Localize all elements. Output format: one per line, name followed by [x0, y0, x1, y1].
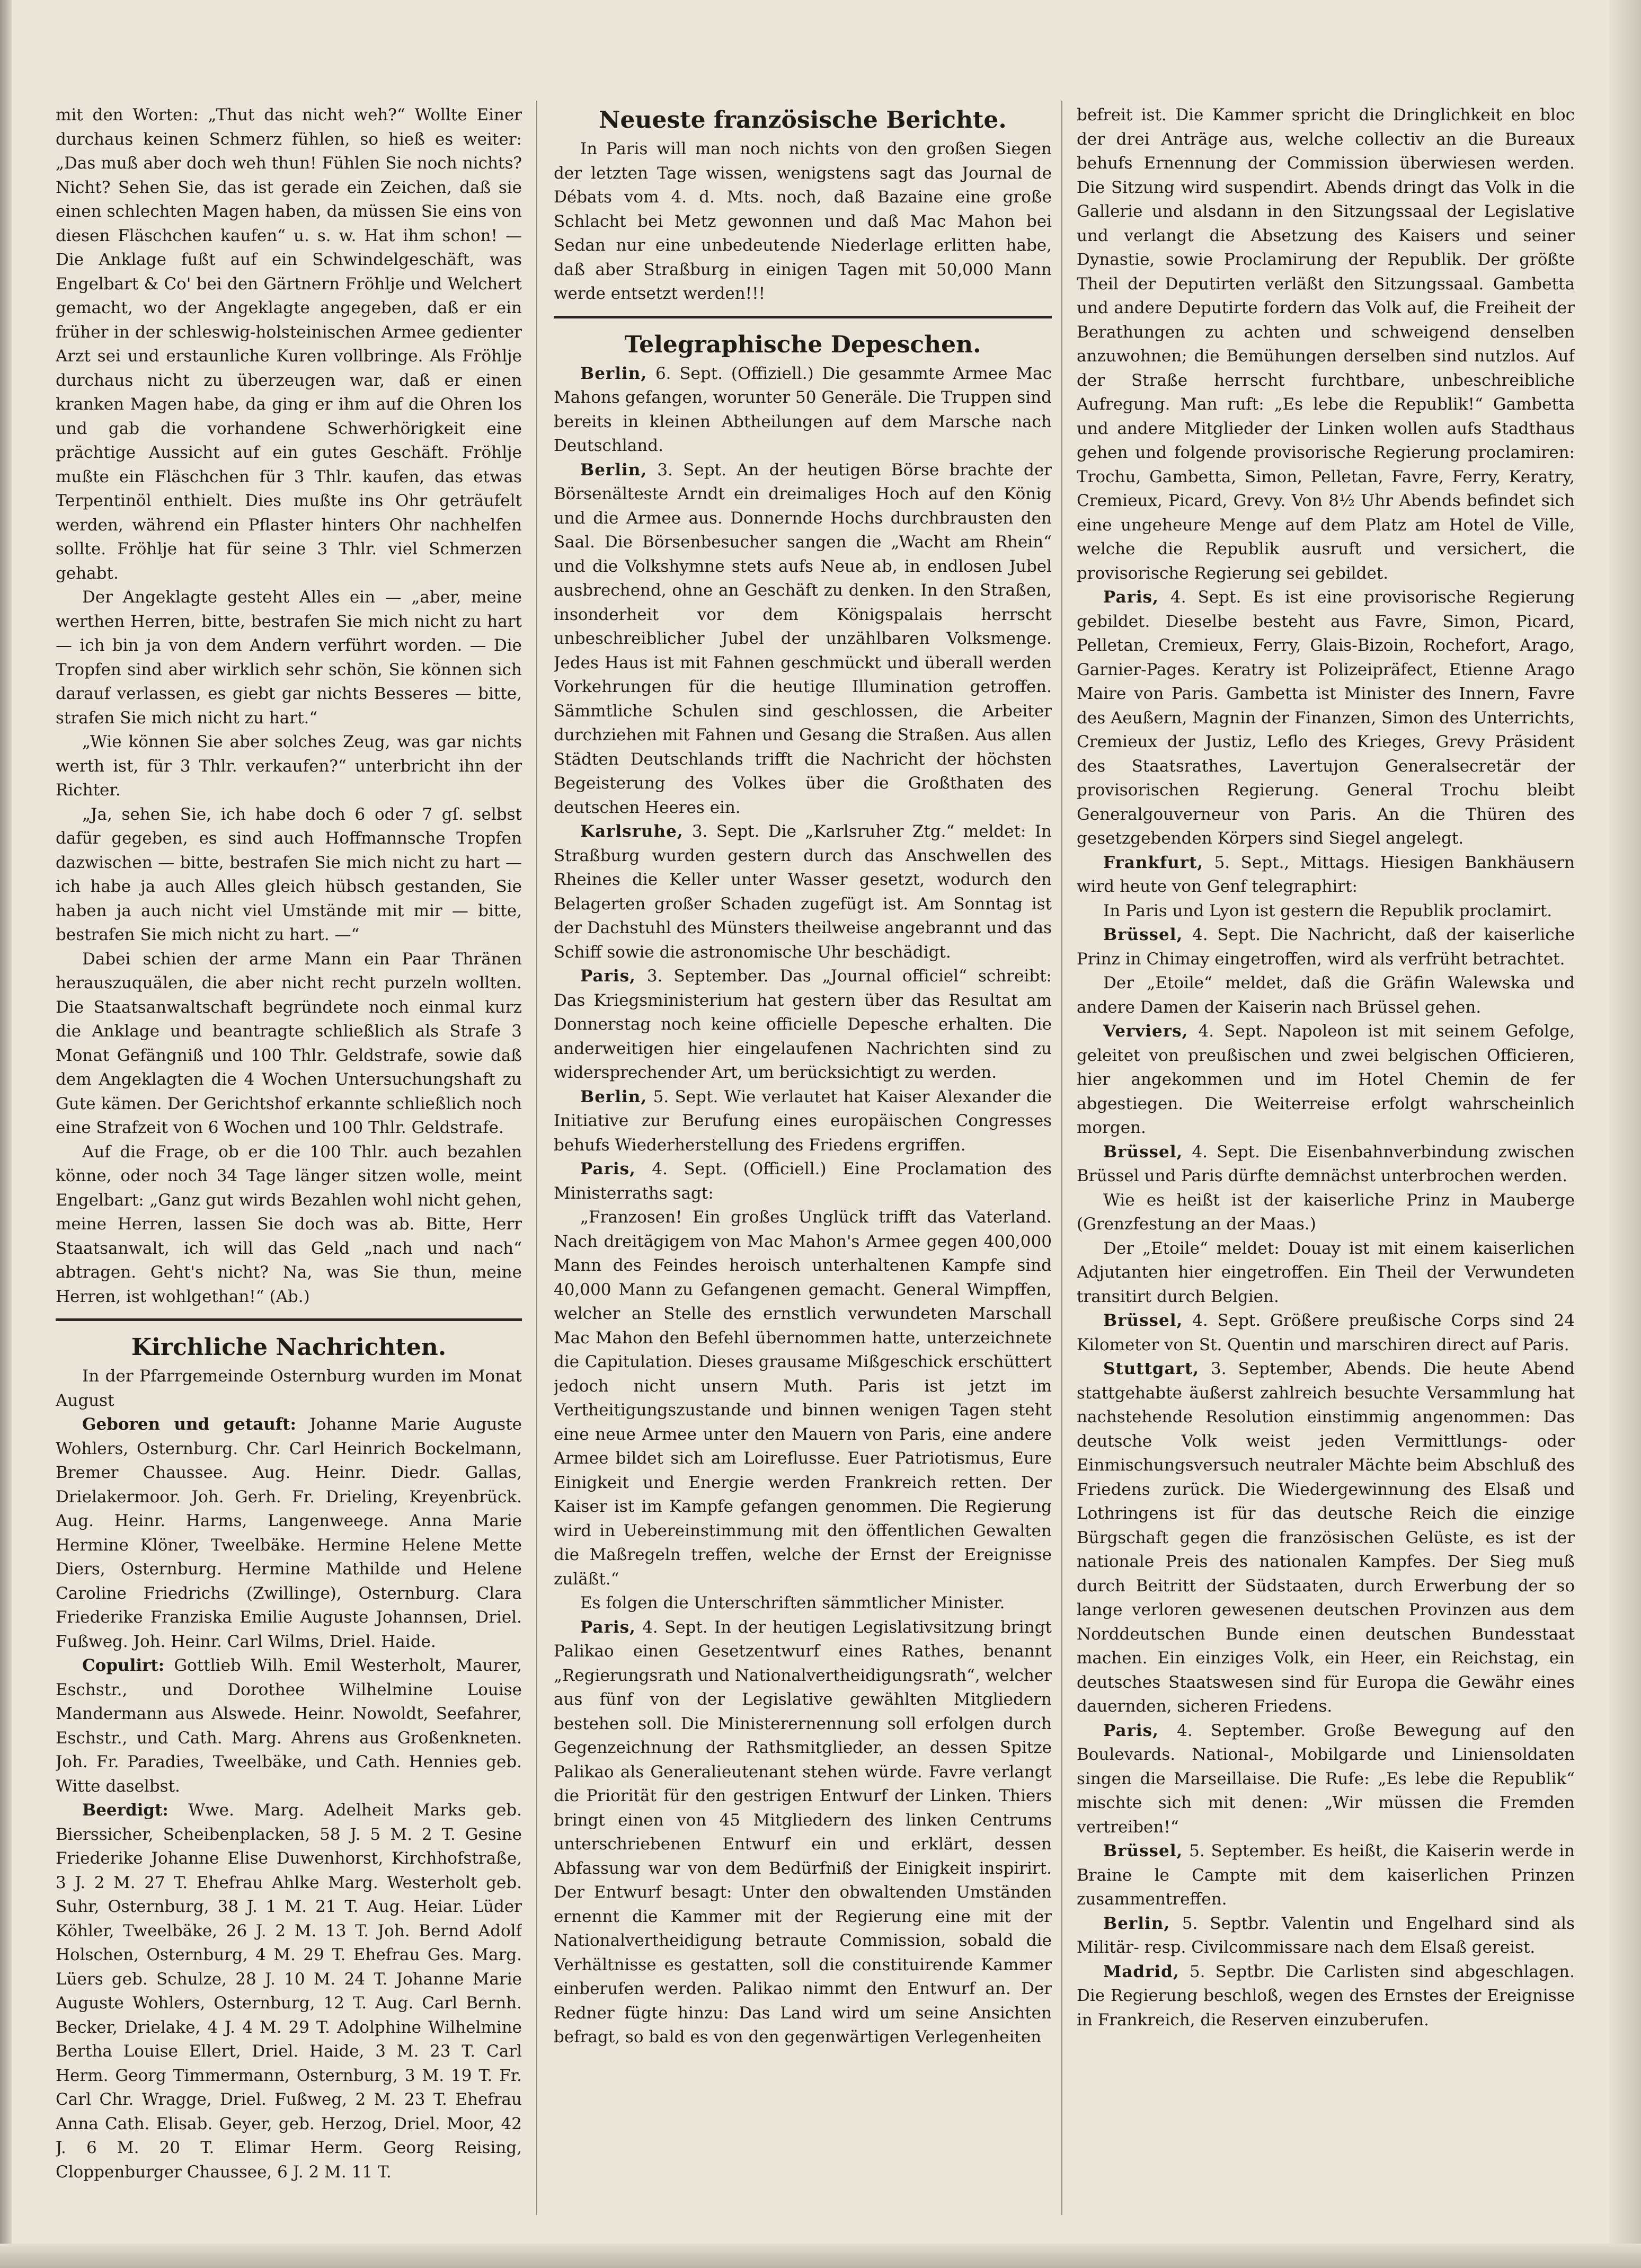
dispatch-paragraph — [554, 362, 1052, 458]
dispatch-paragraph — [1077, 1839, 1575, 1912]
dispatch-paragraph — [1077, 971, 1575, 1020]
dispatch-text: 4. Sept. Die Eisenbahnverbindung zwischen Brüssel und Paris dürfte demnächst unterbrochen werden. — [1077, 1142, 1575, 1185]
dispatch-paragraph — [1077, 1960, 1575, 2033]
telegraph-heading: Telegraphische Depeschen. — [624, 331, 981, 358]
trial-paragraph: „Ja, sehen Sie, ich habe doch 6 oder 7 gſ. selbst dafür gegeben, es sind auch Hoffmannsche Tropfen dazwischen — bitte, bestrafen Sie mich nicht zu hart — ich habe ja auch Alles gleich hübsch gestanden, Sie haben ja auch nicht viel Umstände mit mir — bitte, bestrafen Sie mich nicht zu hart. —“ — [56, 804, 522, 944]
dispatch-paragraph — [554, 458, 1052, 820]
dispatch-paragraph — [1077, 1719, 1575, 1840]
page-edge-bottom — [0, 2244, 1641, 2268]
column-right — [1077, 103, 1575, 2210]
births-text: Johanne Marie Auguste Wohlers, Osternburg. Chr. Carl Heinrich Bockelmann, Bremer Chaussee. Aug. Heinr. Diedr. Gallas, Drielakermoor. Joh. Gerh. Fr. Drieling, Kreyenbrück. Aug. Heinr. Harms, Langenweege. Anna Marie Hermine Klöner, Tweelbäke. Hermine Helene Mette Diers, Osternburg. Hermine Mathilde und Helene Caroline Friedrichs (Zwillinge), Osternburg. Clara Friederike Franziska Emilie Auguste Johannsen, Driel. Fußweg. Joh. Heinr. Carl Wilms, Driel. Haide. — [56, 1415, 522, 1651]
telegraph-dispatches — [554, 362, 1052, 2050]
church-news-heading: Kirchliche Nachrichten. — [131, 1334, 447, 1361]
dispatch-text: 4. September. Große Bewegung auf den Boulevards. National-, Mobilgarde und Liniensoldaten singen die Marseillaise. Die Rufe: „Es lebe die Republik“ mischte sich mit denen: „Wir müssen die Fremden vertreiben!“ — [1077, 1721, 1575, 1837]
dispatch-text: 6. Sept. (Offiziell.) Die gesammte Armee Mac Mahons gefangen, worunter 50 Generäle. Die Truppen sind bereits in kleinen Abtheilungen auf dem Marsche nach Deutschland. — [554, 364, 1052, 455]
dispatch-paragraph — [554, 1085, 1052, 1158]
section-divider — [56, 1318, 522, 1321]
dispatch-paragraph — [1077, 1140, 1575, 1189]
dispatch-place: Berlin, — [580, 364, 647, 383]
dispatch-paragraph — [1077, 899, 1575, 924]
dispatch-text: 5. September. Es heißt, die Kaiserin werde in Braine le Campte mit dem kaiserlichen Prinzen zusammentreffen. — [1077, 1841, 1575, 1909]
dispatch-place: Madrid, — [1103, 1962, 1179, 1981]
dispatch-text: 5. Sept. Wie verlautet hat Kaiser Alexander die Initiative zur Berufung eines europäischen Congresses behufs Wiederherstellung des Friedens ergriffen. — [554, 1087, 1052, 1155]
dispatch-place: Stuttgart, — [1103, 1359, 1200, 1378]
trial-paragraph: „Wie können Sie aber solches Zeug, was gar nichts werth ist, für 3 Thlr. verkaufen?“ unterbricht ihn der Richter. — [56, 732, 522, 800]
dispatch-text: Der „Etoile“ meldet, daß die Gräfin Walewska und andere Damen der Kaiserin nach Brüssel gehen. — [1077, 973, 1575, 1017]
dispatch-place: Brüssel, — [1103, 925, 1183, 944]
dispatch-text: 4. Sept. In der heutigen Legislativsitzung bringt Palikao einen Gesetzentwurf eines Rathes, benannt „Regierungsrath und Nationalvertheidigungsrath“, welcher aus fünf von der Legislative gewählten Mitgliedern bestehen soll. Die Ministerernennung soll erfolgen durch Gegenzeichnung der Rathsmitglieder, an dessen Spitze Palikao als Generalieutenant stehen würde. Favre verlangt die Priorität für den gestrigen Entwurf der Linken. Thiers bringt einen von 45 Mitgliedern des linken Centrums unterschriebenen Entwurf ein und erklärt, dessen Abfassung war von dem Bedürfniß der Einigkeit inspirirt. Der Entwurf besagt: Unter den obwaltenden Umständen ernennt die Kammer mit der Regierung eine mit der Nationalvertheidigung betraute Commission, sobald die Verhältnisse es gestatten, soll die constituirende Kammer einberufen werden. Palikao nimmt den Entwurf an. Der Redner fügte hinzu: Das Land wird um seine Ansichten befragt, so bald es von den gegenwärtigen Verlegenheiten — [554, 1617, 1052, 2046]
burials-entry — [56, 1799, 522, 2184]
dispatch-paragraph — [554, 1616, 1052, 2050]
births-entry — [56, 1413, 522, 1654]
dispatch-text: 3. Sept. Die „Karlsruher Ztg.“ meldet: In Straßburg wurden gestern durch das Anschwellen des Rheines die Keller unter Wasser gesetzt, wodurch den Belagerten großer Schaden zugefügt ist. Am Sonntag ist der Dachstuhl des Münsters theilweise angebrannt und das Schiff sowie die astronomische Uhr beschädigt. — [554, 822, 1052, 962]
dispatch-place: Karlsruhe, — [580, 822, 684, 841]
trial-paragraph: Dabei schien der arme Mann ein Paar Thränen herauszuquälen, die aber nicht recht purzeln wollten. Die Staatsanwaltschaft begründete noch einmal kurz die Anklage und beantragte schließlich als Strafe 3 Monat Gefängniß und 100 Thlr. Geldstrafe, sowie daß dem Angeklagten die 4 Wochen Untersuchungshaft zu Gute kämen. Der Gerichtshof erkannte schließlich noch eine Strafzeit von 6 Wochen und 100 Thlr. Geldstrafe. — [56, 949, 522, 1137]
dispatch-text: „Franzosen! Ein großes Unglück trifft das Vaterland. Nach dreitägigem von Mac Mahon's Armee gegen 400,000 Mann des Feindes heroisch unterhaltenen Kampfe sind 40,000 Mann zu Gefangenen gemacht. General Wimpffen, welcher an Stelle des ernstlich verwundeten Marschall Mac Mahon den Befehl übernommen hatte, unterzeichnete die Capitulation. Dieses grausame Mißgeschick erschüttert jedoch nicht unsern Muth. Paris ist jetzt im Vertheitigungszustande und binnen wenigen Tagen steht eine neue Armee unter den Mauern von Paris, eine andere Armee bildet sich am Loireflusse. Euer Patriotismus, Eure Einigkeit und Energie werden Frankreich retten. Der Kaiser ist im Kampfe gefangen genommen. Die Regierung wird in Uebereinstimmung mit den öffentlichen Gewalten die Maßregeln treffen, welche der Ernst der Ereignisse zuläßt.“ — [554, 1208, 1052, 1589]
dispatch-paragraph — [1077, 1357, 1575, 1719]
trial-paragraph: Auf die Frage, ob er die 100 Thlr. auch bezahlen könne, oder noch 34 Tage länger sitzen wolle, meint Engelbart: „Ganz gut wirds Bezahlen wohl nicht gehen, meine Herren, lassen Sie doch was ab. Bitte, Herr Staatsanwalt, ich will das Geld „nach und nach“ abtragen. Geht's nicht? Na, was Sie thun, meine Herren, ist wohlgethan!“ (Ab.) — [56, 1142, 522, 1306]
trial-paragraph: Der Angeklagte gesteht Alles ein — „aber, meine werthen Herren, bitte, bestrafen Sie mich nicht zu hart — ich bin ja von dem Andern verführt worden. — Die Tropfen sind aber wirklich sehr schön, Sie können sich darauf verlassen, es giebt gar nichts Besseres — bitte, strafen Sie mich nicht zu hart.“ — [56, 588, 522, 728]
dispatch-place: Brüssel, — [1103, 1142, 1183, 1162]
dispatch-paragraph — [554, 820, 1052, 964]
marriages-label: Copulirt: — [82, 1656, 165, 1675]
section-divider — [554, 316, 1052, 318]
column-middle — [554, 103, 1052, 2210]
column-left — [56, 103, 522, 2210]
dispatch-place: Verviers, — [1103, 1022, 1188, 1041]
page-edge-right — [1609, 0, 1641, 2268]
column-rule-right — [1061, 101, 1062, 2215]
dispatch-place: Frankfurt, — [1103, 853, 1204, 872]
trial-paragraph: mit den Worten: „Thut das nicht weh?“ Wollte Einer durchaus keinen Schmerz fühlen, so hieß es weiter: „Das muß aber doch weh thun! Fühlen Sie noch nichts? Nicht? Sehen Sie, das ist gerade ein Zeichen, daß sie einen schlechten Magen haben, da müssen Sie eins von diesen Fläschchen kaufen“ u. s. w. Hat ihm schon! — Die Anklage fußt auf ein Schwindelgeschäft, was Engelbart & Co' bei den Gärtnern Fröhlje und Welchert gemacht, wo der Angeklagte angegeben, daß er ein früher in der schleswig-holsteinischen Armee gedienter Arzt sei und erstaunliche Kuren vollbringe. Als Fröhlje durchaus nicht zu überzeugen war, daß er einen kranken Magen habe, da ging er ihm auf die Ohren los und gab die vorhandene Schwerhörigkeit eine prächtige Aussicht auf ein gutes Geschäft. Fröhlje mußte ein Fläschchen für 3 Thlr. kaufen, das etwas Terpentinöl enthielt. Dies mußte ins Ohr geträufelt werden, während ein Pflaster hinters Ohr nachhelfen sollte. Fröhlje hat für seine 3 Thlr. viel Schmerzen gehabt. — [56, 105, 522, 583]
dispatch-text: Es folgen die Unterschriften sämmtlicher Minister. — [580, 1593, 1005, 1613]
dispatch-paragraph — [1077, 851, 1575, 899]
dispatch-place: Paris, — [580, 1159, 636, 1179]
burials-label: Beerdigt: — [82, 1801, 168, 1820]
dispatch-place: Paris, — [1103, 588, 1159, 607]
dispatch-text: 3. Sept. An der heutigen Börse brachte der Börsenälteste Arndt ein dreimaliges Hoch auf den König und die Armee aus. Donnernde Hochs durchbrausten den Saal. Die Börsenbesucher sangen die „Wacht am Rhein“ und die Volkshymne stets aufs Neue ab, in endlosen Jubel ausbrechend, ohne an Geschäft zu denken. In den Straßen, insonderheit vor dem Königspalais herrscht unbeschreiblicher Jubel der unzählbaren Volksmenge. Jedes Haus ist mit Fahnen geschmückt und überall werden Vorkehrungen für die heutige Illumination getroffen. Sämmtliche Schulen sind geschlossen, die Arbeiter durchziehen mit Fahnen und Gesang die Straßen. Aus allen Städten Deutschlands trifft die Nachricht der höchsten Begeisterung des Volkes über die Großthaten des deutschen Heeres ein. — [554, 460, 1052, 817]
marriages-text: Gottlieb Wilh. Emil Westerholt, Maurer, Eschstr., und Dorothee Wilhelmine Louise Mandermann aus Alswede. Heinr. Nowoldt, Seefahrer, Eschstr., und Cath. Marg. Ahrens aus Großenkneten. Joh. Fr. Paradies, Tweelbäke, und Cath. Hennies geb. Witte daselbst. — [56, 1656, 522, 1796]
dispatch-text: 4. Sept. Napoleon ist mit seinem Gefolge, geleitet von preußischen und zwei belgischen Officieren, hier angekommen und im Hotel Chemin de fer abgestiegen. Die Weiterreise erfolgt wahrscheinlich morgen. — [1077, 1022, 1575, 1137]
dispatch-text: 5. Septbr. Die Carlisten sind abgeschlagen. Die Regierung beschloß, wegen des Ernstes der Ereignisse in Frankreich, die Reserven einzuberufen. — [1077, 1962, 1575, 2030]
dispatch-place: Berlin, — [1103, 1913, 1170, 1933]
dispatch-place: Berlin, — [580, 460, 647, 480]
dispatch-place: Berlin, — [580, 1087, 647, 1106]
dispatch-place: Paris, — [580, 1617, 636, 1637]
page-binding-shadow — [0, 0, 12, 2268]
trial-report — [56, 103, 522, 1309]
dispatch-text: Wie es heißt ist der kaiserliche Prinz in Mauberge (Grenzfestung an der Maas.) — [1077, 1190, 1575, 1234]
french-reports-text: In Paris will man noch nichts von den großen Siegen der letzten Tage wissen, wenigstens sagt das Journal de Débats vom 4. d. Mts. noch, daß Bazaine eine große Schlacht bei Metz gewonnen und daß Mac Mahon bei Sedan nur eine unbedeutende Niederlage erlitten habe, daß aber Straßburg in einigen Tagen mit 50,000 Mann werde entsetzt werden!!! — [554, 139, 1052, 303]
column-rule-left — [536, 101, 537, 2215]
dispatch-text: 3. September, Abends. Die heute Abend stattgehabte äußerst zahlreich besuchte Versammlung hat nachstehende Resolution einstimmig angenommen: Das deutsche Volk weist jeden Vermittlungs- oder Einmischungsversuch neutraler Mächte beim Abschluß des Friedens zurück. Die Wiedergewinnung des Elsaß und Lothringens ist für das deutsche Reich die einzige Bürgschaft gegen die französischen Gelüste, es ist der nationale Preis des nationalen Kampfes. Der Sieg muß durch Beitritt der Südstaaten, durch Erwerbung der so lange verloren gewesenen deutschen Provinzen aus dem Norddeutschen Bunde einen deutschen Bundesstaat machen. Ein einziges Volk, ein Heer, ein Reichstag, ein deutsches Staatswesen sind für Europa die Gewähr eines dauernden, sicheren Friedens. — [1077, 1359, 1575, 1716]
dispatch-paragraph — [1077, 1020, 1575, 1140]
church-intro: In der Pfarrgemeinde Osternburg wurden im Monat August — [56, 1367, 522, 1410]
dispatch-text: 5. Sept., Mittags. Hiesigen Bankhäusern wird heute von Genf telegraphirt: — [1077, 853, 1575, 896]
dispatch-text: 4. Sept. Größere preußische Corps sind 24 Kilometer von St. Quentin und marschiren direct auf Paris. — [1077, 1311, 1575, 1354]
telegraph-dispatches-continued — [1077, 103, 1575, 2032]
dispatch-paragraph — [1077, 1237, 1575, 1309]
burials-text: Wwe. Marg. Adelheit Marks geb. Bierssicher, Scheibenplacken, 58 J. 5 M. 2 T. Gesine Friederike Johanne Elise Duwenhorst, Kirchhofstraße, 3 J. 2 M. 27 T. Ehefrau Ahlke Marg. Westerholt geb. Suhr, Osternburg, 38 J. 1 M. 21 T. Aug. Heiar. Lüder Köhler, Tweelbäke, 26 J. 2 M. 13 T. Joh. Bernd Adolf Holschen, Osternburg, 4 M. 29 T. Ehefrau Ges. Marg. Lüers geb. Schulze, 28 J. 10 M. 24 T. Johanne Marie Auguste Wohlers, Osternburg, 12 T. Aug. Carl Bernh. Becker, Drielake, 4 J. 4 M. 29 T. Adolphine Wilhelmine Bertha Louise Ellert, Driel. Haide, 3 M. 23 T. Carl Herm. Georg Timmermann, Osternburg, 3 M. 19 T. Fr. Carl Chr. Wragge, Driel. Fußweg, 2 M. 23 T. Ehefrau Anna Cath. Elisab. Geyer, geb. Herzog, Driel. Moor, 42 J. 6 M. 20 T. Elimar Herm. Georg Reising, Cloppenburger Chaussee, 6 J. 2 M. 11 T. — [56, 1801, 522, 2182]
dispatch-place: Paris, — [1103, 1721, 1159, 1740]
dispatch-paragraph — [1077, 1189, 1575, 1237]
dispatch-text: befreit ist. Die Kammer spricht die Dringlichkeit en bloc der drei Anträge aus, welche collectiv an die Bureaux behufs Ernennung der Commission überwiesen werden. Die Sitzung wird suspendirt. Abends dringt das Volk in die Gallerie und alsdann in den Sitzungssaal der Legislative und verlangt die Absetzung des Kaisers und seiner Dynastie, sowie Proclamirung der Republik. Der größte Theil der Deputirten verläßt den Sitzungssaal. Gambetta und andere Deputirte fordern das Volk auf, die Freiheit der Berathungen zu achten und schweigend denselben anzuwohnen; die Bemühungen derselben sind nutzlos. Auf der Straße herrscht furchtbare, unbeschreibliche Aufregung. Man ruft: „Es lebe die Republik!“ Gambetta und andere Mitglieder der Linken wollen aufs Stadthaus gehen und folgende provisorische Regierung proclamiren: Trochu, Gambetta, Simon, Pelletan, Favre, Ferry, Keratry, Cremieux, Picard, Grevy. Von 8½ Uhr Abends befindet sich eine ungeheure Menge auf dem Platz am Hotel de Ville, welche die Republik ausruft und versichert, die provisorische Regierung sei gebildet. — [1077, 105, 1575, 583]
dispatch-place: Paris, — [580, 967, 636, 986]
dispatch-place: Brüssel, — [1103, 1311, 1183, 1330]
dispatch-paragraph — [1077, 923, 1575, 971]
dispatch-text: 4. Sept. Die Nachricht, daß der kaiserliche Prinz in Chimay eingetroffen, wird als verfrüht betrachtet. — [1077, 925, 1575, 969]
dispatch-paragraph — [1077, 103, 1575, 586]
dispatch-paragraph — [554, 1157, 1052, 1206]
births-label: Geboren und getauft: — [82, 1415, 296, 1434]
dispatch-text: In Paris und Lyon ist gestern die Republik proclamirt. — [1103, 901, 1553, 920]
dispatch-paragraph — [1077, 586, 1575, 851]
marriages-entry — [56, 1654, 522, 1799]
dispatch-text: 3. September. Das „Journal officiel“ schreibt: Das Kriegsministerium hat gestern über das Resultat am Donnerstag noch keine officielle Depesche erhalten. Die anderweitigen hier eingelaufenen Nachrichten sind zu widersprechender Art, um berücksichtigt zu werden. — [554, 967, 1052, 1082]
dispatch-text: 4. Sept. (Officiell.) Eine Proclamation des Ministerraths sagt: — [554, 1159, 1052, 1203]
dispatch-paragraph — [1077, 1912, 1575, 1960]
dispatch-paragraph — [554, 1591, 1052, 1616]
french-reports-heading: Neueste französische Berichte. — [599, 107, 1007, 134]
dispatch-text: 5. Septbr. Valentin und Engelhard sind als Militär- resp. Civilcommissare nach dem Elsaß gereist. — [1077, 1913, 1575, 1957]
dispatch-place: Brüssel, — [1103, 1841, 1183, 1861]
dispatch-text: 4. Sept. Es ist eine provisorische Regierung gebildet. Dieselbe besteht aus Favre, Simon, Picard, Pelletan, Cremieux, Ferry, Glais-Bizoin, Rochefort, Arago, Garnier-Pages. Keratry ist Polizeipräfect, Etienne Arago Maire von Paris. Gambetta ist Minister des Innern, Favre des Aeußern, Magnin der Finanzen, Simon des Unterrichts, Cremieux der Justiz, Leflo des Krieges, Grevy Präsident des Staatsrathes, Lavertujon Generalsecretär der provisorischen Regierung. General Trochu bleibt Generalgouverneur von Paris. An die Thüren des gesetzgebenden Körpers sind Siegel angelegt. — [1077, 588, 1575, 848]
dispatch-paragraph — [1077, 1309, 1575, 1357]
dispatch-text: Der „Etoile“ meldet: Douay ist mit einem kaiserlichen Adjutanten hier eingetroffen. Ein Theil der Verwundeten transitirt durch Belgien. — [1077, 1238, 1575, 1306]
dispatch-paragraph — [554, 964, 1052, 1085]
dispatch-paragraph — [554, 1206, 1052, 1591]
